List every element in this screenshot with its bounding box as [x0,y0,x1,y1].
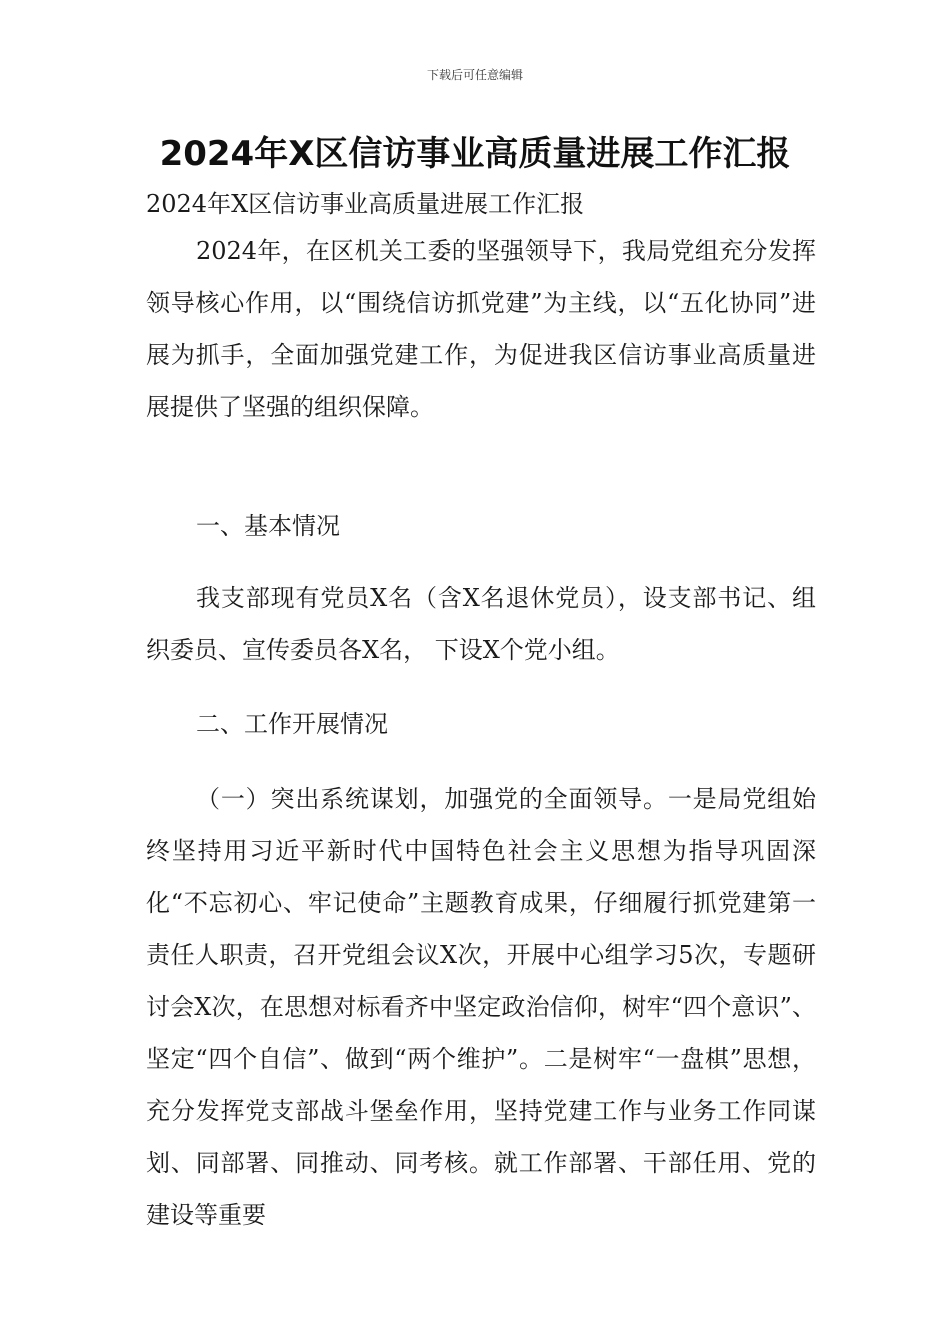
document-title: 2024年X区信访事业高质量进展工作汇报 [159,134,791,174]
section-work-paragraph: （一）突出系统谋划，加强党的全面领导。一是局党组始终坚持用习近平新时代中国特色社会主义思想为指导巩固深化“不忘初心、牢记使命”主题教育成果，仔细履行抓党建第一责任人职责，召开党组会议X次，开展中心组学习5次，专题研讨会X次，在思想对标看齐中坚定政治信仰，树牢“四个意识”、坚定“四个自信”、做到“两个维护”。二是树牢“一盘棋”思想，充分发挥党支部战斗堡垒作用，坚持党建工作与业务工作同谋划、同部署、同推动、同考核。就工作部署、干部任用、党的建设等重要 [146,785,816,1229]
header-note: 下载后可任意编辑 [426,68,523,82]
section-heading-basic: 一、基本情况 [196,512,340,540]
section-heading-work: 二、工作开展情况 [196,710,388,738]
section-work-body [146,773,816,1241]
section-basic-paragraph: 我支部现有党员X名（含X名退休党员），设支部书记、组织委员、宣传委员各X名， 下设X个党小组。 [146,584,816,664]
intro-paragraph: 2024年，在区机关工委的坚强领导下，我局党组充分发挥领导核心作用，以“围绕信访抓党建”为主线，以“五化协同”进展为抓手，全面加强党建工作，为促进我区信访事业高质量进展提供了坚强的组织保障。 [146,237,816,421]
intro-block [146,225,816,433]
document-subtitle: 2024年X区信访事业高质量进展工作汇报 [146,190,585,218]
section-basic-body [146,572,816,676]
